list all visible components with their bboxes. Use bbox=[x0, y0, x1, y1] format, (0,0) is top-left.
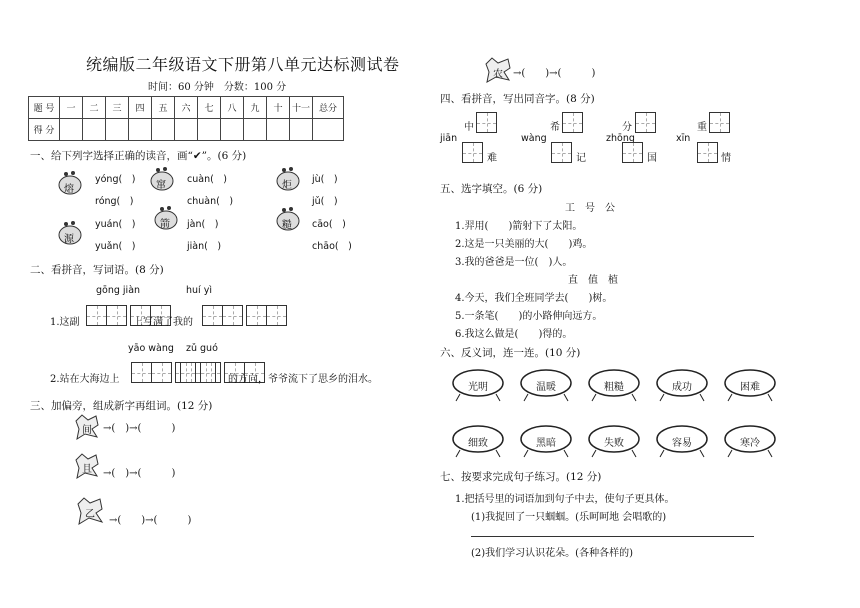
answer-arrow[interactable]: →( )→( ) bbox=[513, 68, 596, 79]
score-input-cell[interactable] bbox=[290, 119, 313, 141]
writing-grid[interactable] bbox=[709, 112, 729, 133]
score-input-cell[interactable] bbox=[244, 119, 267, 141]
score-input-cell[interactable] bbox=[106, 119, 129, 141]
pinyin-option[interactable]: yuǎn( ) bbox=[95, 241, 136, 252]
pinyin-option[interactable]: cuàn( ) bbox=[187, 174, 227, 185]
score-header-cell: 七 bbox=[198, 97, 221, 119]
score-row-label: 得 分 bbox=[29, 119, 60, 141]
sentence-text: 上写满了我的 bbox=[133, 317, 193, 328]
antonym-top[interactable]: 光明 bbox=[450, 368, 506, 402]
word-char: 记 bbox=[576, 153, 586, 164]
section-7-heading: 七、按要求完成句子练习。(12 分) bbox=[440, 471, 602, 483]
pinyin-prompt: wàng bbox=[521, 133, 547, 144]
pinyin-option[interactable]: jàn( ) bbox=[187, 219, 219, 230]
pinyin-prompt: xīn bbox=[676, 133, 691, 144]
sentence-text: 2.站在大海边上 bbox=[50, 374, 120, 385]
section-6-heading: 六、反义词，连一连。(10 分) bbox=[440, 347, 581, 359]
pinyin-prompt: gōng jiàn bbox=[96, 285, 141, 296]
fill-sentence: 2.这是一只美丽的大( )鸡。 bbox=[455, 239, 593, 250]
writing-grid[interactable] bbox=[635, 112, 655, 133]
writing-grid[interactable] bbox=[551, 142, 571, 163]
question-item: (1)我捉回了一只蝈蝈。(乐呵呵地 会唱歌的) bbox=[471, 512, 667, 523]
antonym-bottom[interactable]: 失败 bbox=[586, 424, 642, 458]
snail-icon: 炬 bbox=[275, 166, 299, 188]
antonym-bottom[interactable]: 细致 bbox=[450, 424, 506, 458]
score-header-cell: 十 bbox=[267, 97, 290, 119]
writing-grid[interactable] bbox=[622, 142, 642, 163]
pinyin-option[interactable]: yóng( ) bbox=[95, 174, 136, 185]
pinyin-prompt: yāo wàng bbox=[128, 343, 174, 354]
word-char: 国 bbox=[647, 153, 657, 164]
splash-icon: 农 bbox=[482, 56, 514, 88]
score-input-cell[interactable] bbox=[267, 119, 290, 141]
score-input-cell[interactable] bbox=[313, 119, 344, 141]
fill-sentence: 3.我的爸爸是一位( )人。 bbox=[455, 257, 573, 268]
question-item: (2)我们学习认识花朵。(各种各样的) bbox=[471, 548, 633, 559]
pinyin-option[interactable]: jiàn( ) bbox=[187, 241, 222, 252]
score-input-cell[interactable] bbox=[152, 119, 175, 141]
pinyin-prompt: zhōng bbox=[606, 133, 635, 144]
snail-icon: 窜 bbox=[149, 166, 173, 188]
score-input-cell[interactable] bbox=[198, 119, 221, 141]
answer-line[interactable] bbox=[471, 536, 754, 537]
writing-grid[interactable] bbox=[562, 112, 582, 133]
pinyin-option[interactable]: yuán( ) bbox=[95, 219, 136, 230]
writing-grid[interactable] bbox=[697, 142, 717, 163]
score-input-cell[interactable] bbox=[83, 119, 106, 141]
splash-icon: 乙 bbox=[74, 496, 108, 530]
fill-sentence: 1.羿用( )箭射下了太阳。 bbox=[455, 221, 583, 232]
splash-icon: 且 bbox=[72, 452, 102, 484]
instruction: 1.把括号里的词语加到句子中去，使句子更具体。 bbox=[455, 494, 675, 505]
section-5-heading: 五、选字填空。(6 分) bbox=[440, 183, 543, 195]
pinyin-option[interactable]: cāo( ) bbox=[312, 219, 346, 230]
fill-sentence: 4.今天，我们全班同学去( )树。 bbox=[455, 293, 613, 304]
word-char: 希 bbox=[550, 122, 560, 133]
antonym-bottom[interactable]: 寒冷 bbox=[722, 424, 778, 458]
pinyin-prompt: zǔ guó bbox=[186, 343, 218, 354]
writing-grid[interactable] bbox=[462, 142, 482, 163]
score-header-cell: 总分 bbox=[313, 97, 344, 119]
fill-sentence: 5.一条笔( )的小路伸向远方。 bbox=[455, 311, 603, 322]
answer-arrow[interactable]: →( )→( ) bbox=[103, 423, 176, 434]
pinyin-prompt: jiān bbox=[440, 133, 458, 144]
antonym-top[interactable]: 困难 bbox=[722, 368, 778, 402]
score-header-cell: 二 bbox=[83, 97, 106, 119]
char-group: 工 号 公 bbox=[565, 203, 615, 214]
score-input-cell[interactable] bbox=[60, 119, 83, 141]
score-header-cell: 四 bbox=[129, 97, 152, 119]
antonym-top[interactable]: 温暖 bbox=[518, 368, 574, 402]
pinyin-prompt: huí yì bbox=[186, 285, 212, 296]
writing-grid[interactable] bbox=[202, 305, 286, 326]
score-input-cell[interactable] bbox=[175, 119, 198, 141]
score-header-cell: 八 bbox=[221, 97, 244, 119]
answer-arrow[interactable]: →( )→( ) bbox=[109, 515, 192, 526]
score-header-cell: 九 bbox=[244, 97, 267, 119]
writing-grid[interactable] bbox=[476, 112, 496, 133]
char-group: 直 值 植 bbox=[568, 275, 618, 286]
antonym-bottom[interactable]: 容易 bbox=[654, 424, 710, 458]
section-1-heading: 一、给下列字选择正确的读音，画“✔”。(6 分) bbox=[30, 150, 247, 162]
score-table bbox=[28, 96, 344, 141]
score-header-cell: 六 bbox=[175, 97, 198, 119]
sentence-text: 1.这副 bbox=[50, 317, 80, 328]
word-char: 难 bbox=[487, 153, 497, 164]
fill-sentence: 6.我这么做是( )得的。 bbox=[455, 329, 573, 340]
snail-icon: 熔 bbox=[57, 170, 81, 192]
word-char: 情 bbox=[721, 153, 731, 164]
pinyin-option[interactable]: jǔ( ) bbox=[312, 196, 338, 207]
word-char: 中 bbox=[464, 122, 474, 133]
word-char: 重 bbox=[697, 122, 707, 133]
score-header-cell: 一 bbox=[60, 97, 83, 119]
exam-meta: 时间：60 分钟 分数：100 分 bbox=[148, 82, 287, 93]
pinyin-option[interactable]: chuàn( ) bbox=[187, 196, 234, 207]
pinyin-option[interactable]: róng( ) bbox=[95, 196, 134, 207]
sentence-text: 的方向，爷爷流下了思乡的泪水。 bbox=[228, 374, 378, 385]
pinyin-option[interactable]: chāo( ) bbox=[312, 241, 352, 252]
section-4-heading: 四、看拼音，写出同音字。(8 分) bbox=[440, 93, 595, 105]
snail-icon: 源 bbox=[57, 220, 81, 242]
score-header-cell: 三 bbox=[106, 97, 129, 119]
score-header-cell: 题 号 bbox=[29, 97, 60, 119]
word-char: 分 bbox=[622, 122, 632, 133]
splash-icon: 间 bbox=[72, 413, 102, 445]
score-input-cell[interactable] bbox=[221, 119, 244, 141]
score-header-cell: 五 bbox=[152, 97, 175, 119]
section-3-heading: 三、加偏旁，组成新字再组词。(12 分) bbox=[30, 400, 213, 412]
pinyin-option[interactable]: jù( ) bbox=[312, 174, 338, 185]
section-2-heading: 二、看拼音，写词语。(8 分) bbox=[30, 264, 164, 276]
score-input-cell[interactable] bbox=[129, 119, 152, 141]
antonym-top[interactable]: 成功 bbox=[654, 368, 710, 402]
snail-icon: 箭 bbox=[153, 205, 177, 227]
snail-icon: 糙 bbox=[275, 206, 299, 228]
answer-arrow[interactable]: →( )→( ) bbox=[103, 468, 176, 479]
antonym-bottom[interactable]: 黑暗 bbox=[518, 424, 574, 458]
antonym-top[interactable]: 粗糙 bbox=[586, 368, 642, 402]
score-header-cell: 十一 bbox=[290, 97, 313, 119]
page-title: 统编版二年级语文下册第八单元达标测试卷 bbox=[86, 55, 400, 74]
